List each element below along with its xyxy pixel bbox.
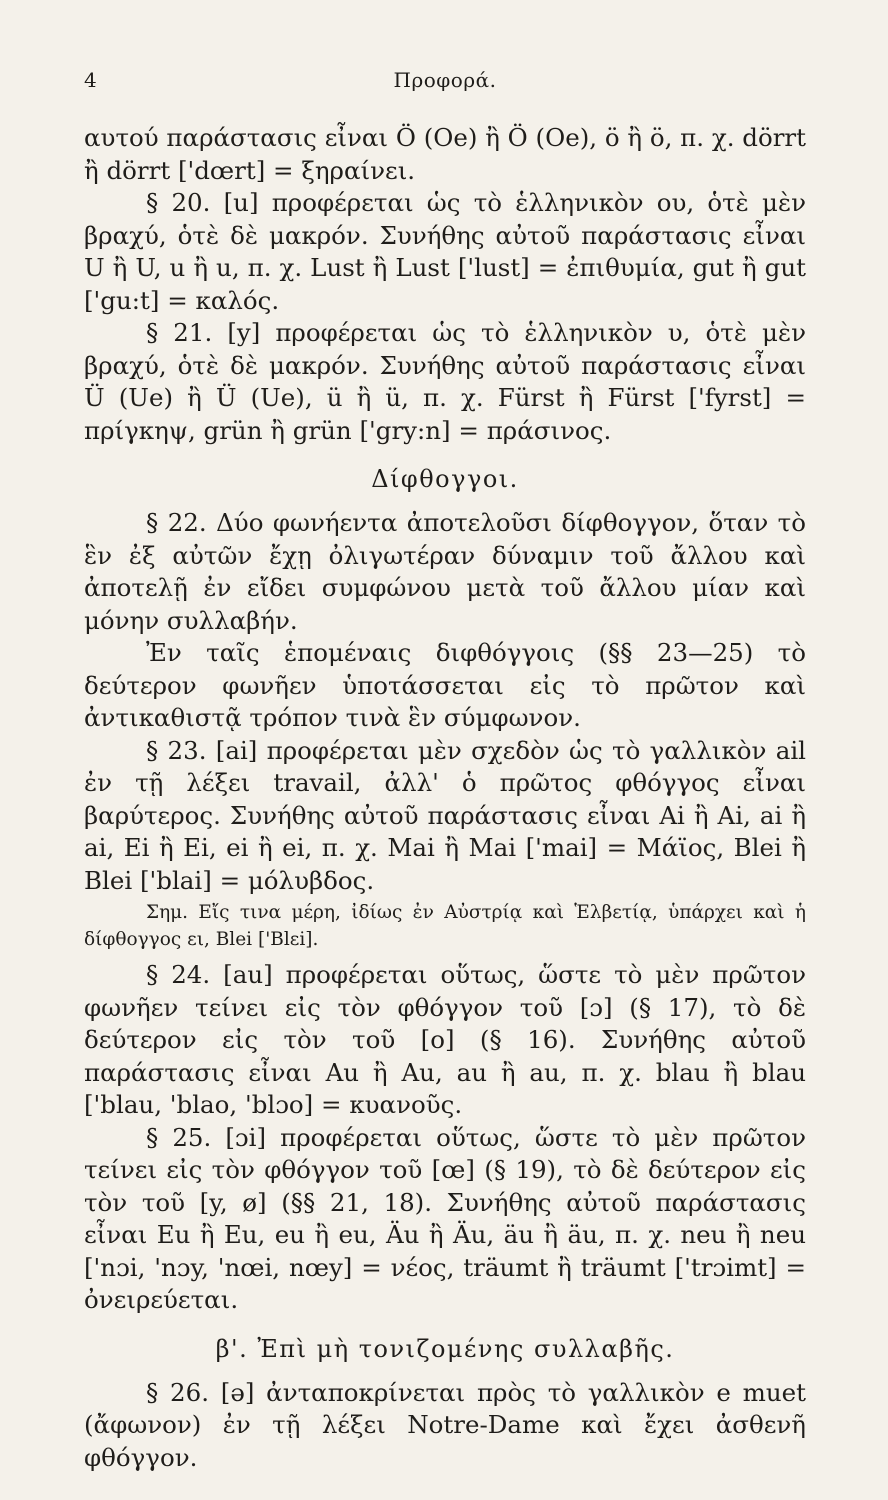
running-title: Προφορά.: [393, 68, 497, 92]
page-header: [84, 60, 806, 100]
section-heading-diphthongs: Δίφθογγοι.: [371, 465, 519, 493]
page-body: [84, 122, 806, 1474]
footnote-remark: Σημ. Εἴς τινα μέρη, ἰδίως ἐν Αὐστρίᾳ καὶ Ἑλβετίᾳ, ὑπάρχει καὶ ἡ δίφθογγος ει, Blei ['Blεi].: [84, 902, 806, 950]
subsection-heading-unstressed: β'. Ἐπὶ μὴ τονιζομένης συλλαβῆς.: [215, 1334, 675, 1363]
page-number: 4: [84, 68, 97, 92]
paragraph-section-24: § 24. [au] προφέρεται οὕτως, ὥστε τὸ μὲν πρῶτον φωνῆεν τείνει εἰς τὸν φθόγγον τοῦ [ɔ] (§ 17), τὸ δὲ δεύτερον εἰς τὸν τοῦ [o] (§ 16). Συνήθης αὐτοῦ παράστασις εἶναι Au ἢ Au, au ἢ au, π. χ. blau ἢ blau ['blau, 'blao, 'blɔo] = κυανοῦς.: [84, 960, 806, 1119]
paragraph-subordination: Ἐν ταῖς ἑπομέναις διφθόγγοις (§§ 23—25) τὸ δεύτερον φωνῆεν ὑποτάσσεται εἰς τὸ πρῶτον καὶ ἀντικαθιστᾷ τρόπον τινὰ ἓν σύμφωνον.: [84, 638, 806, 732]
paragraph-continuation: αυτού παράστασις εἶναι Ö (Oe) ἢ Ö (Oe), ö ἢ ö, π. χ. dörrt ἢ dörrt ['dœrt] = ξηραίνει.: [84, 123, 806, 185]
paragraph-section-25: § 25. [ɔi] προφέρεται οὕτως, ὥστε τὸ μὲν πρῶτον τείνει εἰς τὸν φθόγγον τοῦ [œ] (§ 19), τὸ δὲ δεύτερον εἰς τὸν τοῦ [y, ø] (§§ 21, 18). Συνήθης αὐτοῦ παράστασις εἶναι Eu ἢ Eu, eu ἢ eu, Äu ἢ Äu, äu ἢ äu, π. χ. neu ἢ neu ['nɔi, 'nɔy, 'nœi, nœy] = νέος, träumt ἢ träumt ['trɔimt] = ὀνειρεύεται.: [84, 1122, 806, 1314]
paragraph-section-26: § 26. [ə] ἀνταποκρίνεται πρὸς τὸ γαλλικὸν e muet (ἄφωνον) ἐν τῇ λέξει Notre-Dame καὶ ἔχει ἀσθενῆ φθόγγον.: [84, 1377, 806, 1472]
paragraph-section-23: § 23. [ai] προφέρεται μὲν σχεδὸν ὡς τὸ γαλλικὸν ail ἐν τῇ λέξει travail, ἀλλ' ὁ πρῶτος φθόγγος εἶναι βαρύτερος. Συνήθης αὐτοῦ παράστασις εἶναι Ai ἢ Ai, ai ἢ ai, Ei ἢ Ei, ei ἢ ei, π. χ. Mai ἢ Mai ['mai] = Μάϊος, Blei ἢ Blei ['blai] = μόλυβδος.: [84, 735, 806, 895]
paragraph-section-20: § 20. [u] προφέρεται ὡς τὸ ἑλληνικὸν ου, ὁτὲ μὲν βραχύ, ὁτὲ δὲ μακρόν. Συνήθης αὐτοῦ παράστασις εἶναι U ἢ U, u ἢ u, π. χ. Lust ἢ Lust ['lust] = ἐπιθυμία, gut ἢ gut ['gu:t] = καλός.: [84, 188, 806, 315]
paragraph-section-22: § 22. Δύο φωνήεντα ἀποτελοῦσι δίφθογγον, ὅταν τὸ ἓν ἐξ αὐτῶν ἔχῃ ὀλιγωτέραν δύναμιν τοῦ ἄλλου καὶ ἀποτελῇ ἐν εἴδει συμφώνου μετὰ τοῦ ἄλλου μίαν καὶ μόνην συλλαβήν.: [84, 508, 806, 635]
paragraph-section-21: § 21. [y] προφέρεται ὡς τὸ ἑλληνικὸν υ, ὁτὲ μὲν βραχύ, ὁτὲ δὲ μακρόν. Συνήθης αὐτοῦ παράστασις εἶναι Ü (Ue) ἢ Ü (Ue), ü ἢ ü, π. χ. Fürst ἢ Fürst ['fyrst] = πρίγκηψ, grün ἢ grün ['gry:n] = πράσινος.: [84, 318, 806, 445]
